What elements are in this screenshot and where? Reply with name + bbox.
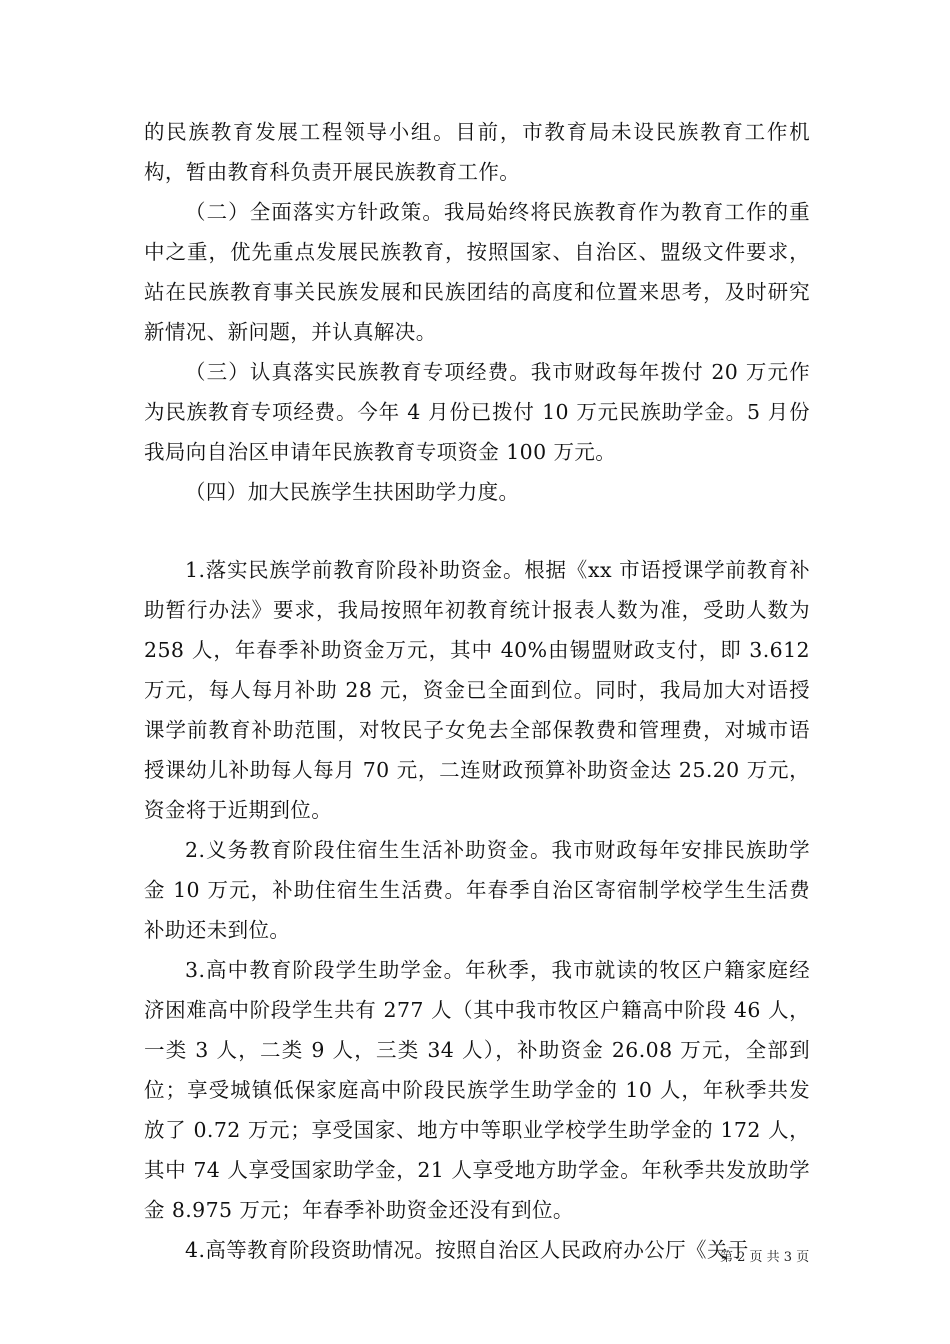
body-text-bottom <box>144 550 810 1270</box>
page-number-footer: 第 2 页 共 3 页 <box>720 1250 810 1265</box>
paragraph-aid-heading: （四）加大民族学生扶困助学力度。 <box>185 480 520 504</box>
paragraph-policy: （二）全面落实方针政策。我局始终将民族教育作为教育工作的重中之重，优先重点发展民族教育，按照国家、自治区、盟级文件要求，站在民族教育事关民族发展和民族团结的高度和位置来思考，及时研究新情况、新问题，并认真解决。 <box>144 200 810 344</box>
paragraph-funding: （三）认真落实民族教育专项经费。我市财政每年拨付 20 万元作为民族教育专项经费。今年 4 月份已拨付 10 万元民族助学金。5 月份我局向自治区申请年民族教育专项资金 100 万元。 <box>144 360 810 464</box>
paragraph-higher-education: 4.高等教育阶段资助情况。按照自治区人民政府办公厅《关于 <box>185 1238 749 1262</box>
paragraph-highschool: 3.高中教育阶段学生助学金。年秋季，我市就读的牧区户籍家庭经济困难高中阶段学生共有 277 人（其中我市牧区户籍高中阶段 46 人，一类 3 人，二类 9 人，三类 34 人），补助资金 26.08 万元，全部到位；享受城镇低保家庭高中阶段民族学生助学金的 10 人，年秋季共发放了 0.72 万元；享受国家、地方中等职业学校学生助学金的 172 人，其中 74 人享受国家助学金，21 人享受地方助学金。年秋季共发放助学金 8.975 万元；年春季补助资金还没有到位。 <box>144 958 810 1222</box>
paragraph-compulsory: 2.义务教育阶段住宿生生活补助资金。我市财政每年安排民族助学金 10 万元，补助住宿生生活费。年春季自治区寄宿制学校学生生活费补助还未到位。 <box>144 838 810 942</box>
body-text-top <box>144 112 810 512</box>
paragraph-continuation: 的民族教育发展工程领导小组。目前，市教育局未设民族教育工作机构，暂由教育科负责开展民族教育工作。 <box>144 120 810 184</box>
paragraph-preschool: 1.落实民族学前教育阶段补助资金。根据《xx 市语授课学前教育补助暂行办法》要求，我局按照年初教育统计报表人数为准，受助人数为 258 人，年春季补助资金万元，其中 40%由锡盟财政支付，即 3.612 万元，每人每月补助 28 元，资金已全面到位。同时，我局加大对语授课学前教育补助范围，对牧民子女免去全部保教费和管理费，对城市语授课幼儿补助每人每月 70 元，二连财政预算补助资金达 25.20 万元，资金将于近期到位。 <box>144 558 810 822</box>
